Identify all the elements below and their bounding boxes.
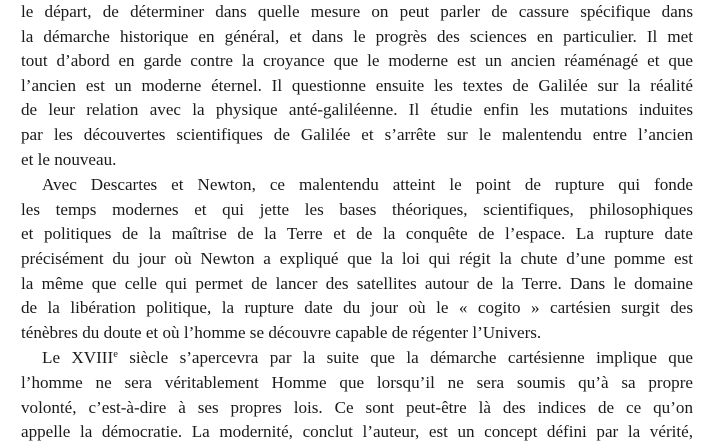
text-line: le départ, de déterminer dans quelle mesure on peut parler de cassure spécifique dans xyxy=(21,2,693,21)
text-line-with-superscript xyxy=(21,346,693,371)
text-line: de la libération politique, la rupture date du jour où le « cogito » cartésien surgit des xyxy=(21,298,693,318)
text-line: ténèbres du doute et où l’homme se découvre capable de régenter l’Univers. xyxy=(21,322,542,342)
superscript: e xyxy=(113,349,118,361)
text-line: la même que celle qui permet de lancer des satellites autour de la Terre. Dans le domaine xyxy=(21,273,693,293)
text-line: de leur relation avec la physique anté-galiléenne. Il étudie enfin les mutations induites xyxy=(21,100,693,120)
text-line: les temps modernes et qui jette les bases théoriques, scientifiques, philosophiques xyxy=(21,199,693,219)
text-line: l’ancien est un moderne éternel. Il questionne ensuite les textes de Galilée sur la réalité xyxy=(21,75,693,95)
paragraph-1 xyxy=(21,0,693,172)
text-line: et politiques de la maîtrise de la Terre et de la conquête de l’espace. La rupture date xyxy=(21,224,693,244)
text-line: et le nouveau. xyxy=(21,149,117,169)
paragraph-2 xyxy=(21,173,693,345)
text-line: précisément du jour où Newton a expliqué que la loi qui régit la chute d’une pomme est xyxy=(21,248,693,268)
text-line: l’homme ne sera véritablement Homme que lorsqu’il ne sera soumis qu’à sa propre xyxy=(21,372,693,392)
text-line: par les découvertes scientifiques de Galilée et s’arrête sur le malentendu entre l’ancien xyxy=(21,124,693,144)
paragraph-3 xyxy=(21,346,693,444)
text-line: volonté, c’est-à-dire à ses propres lois. Ce sont peut-être là des indices de ce qu’on xyxy=(21,397,693,417)
text-fragment: siècle s’apercevra par la suite que la démarche cartésienne implique que xyxy=(117,348,693,368)
text-fragment: Le XVIII xyxy=(42,348,114,368)
text-line: la démarche historique en général, et dans le progrès des sciences en particulier. Il met xyxy=(21,26,693,46)
text-line: Avec Descartes et Newton, ce malentendu atteint le point de rupture qui fonde xyxy=(42,175,693,195)
text-line: tout d’abord en garde contre la croyance que le moderne est un ancien réaménagé et que xyxy=(21,51,693,71)
text-line: appelle la démocratie. La modernité, conclut l’auteur, est un concept défini par la vérité, xyxy=(21,422,693,442)
document-page xyxy=(21,0,693,445)
